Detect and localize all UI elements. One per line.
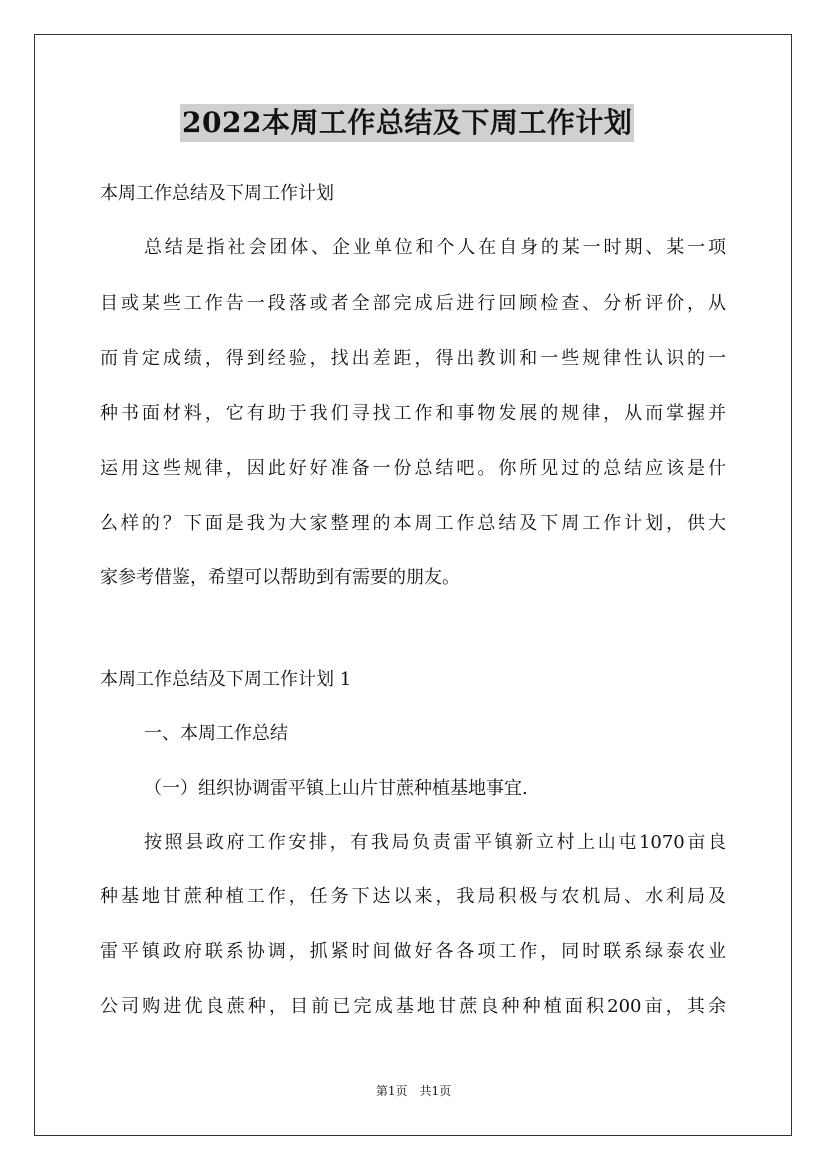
intro-line: 总结是指社会团体、企业单位和个人在自身的某一时期、某一项	[144, 237, 726, 258]
item-heading: （一）组织协调雷平镇上山片甘蔗种植基地事宜.	[144, 778, 528, 799]
intro-line: 运用这些规律，因此好好准备一份总结吧。你所见过的总结应该是什	[100, 458, 726, 479]
page-number: 第1页 共1页	[375, 1084, 452, 1098]
body-line: 种基地甘蔗种植工作，任务下达以来，我局积极与农机局、水利局及	[100, 886, 726, 907]
body-line: 按照县政府工作安排，有我局负责雷平镇新立村上山屯1070亩良	[144, 832, 726, 853]
document-title: 2022本周工作总结及下周工作计划	[180, 104, 634, 142]
body-line: 雷平镇政府联系协调，抓紧时间做好各各项工作，同时联系绿泰农业	[100, 941, 726, 962]
intro-line: 而肯定成绩，得到经验，找出差距，得出教训和一些规律性认识的一	[100, 348, 726, 369]
body-line: 公司购进优良蔗种，目前已完成基地甘蔗良种种植面积200亩，其余	[100, 996, 726, 1017]
document-subtitle: 本周工作总结及下周工作计划	[100, 183, 334, 204]
intro-line: 种书面材料，它有助于我们寻找工作和事物发展的规律，从而掌握并	[100, 403, 726, 424]
part-heading: 一、本周工作总结	[144, 723, 288, 744]
intro-line: 目或某些工作告一段落或者全部完成后进行回顾检查、分析评价，从	[100, 293, 726, 314]
intro-line: 么样的？下面是我为大家整理的本周工作总结及下周工作计划，供大	[100, 513, 726, 534]
intro-line: 家参考借鉴，希望可以帮助到有需要的朋友。	[100, 567, 460, 588]
section-heading: 本周工作总结及下周工作计划 1	[100, 669, 352, 690]
